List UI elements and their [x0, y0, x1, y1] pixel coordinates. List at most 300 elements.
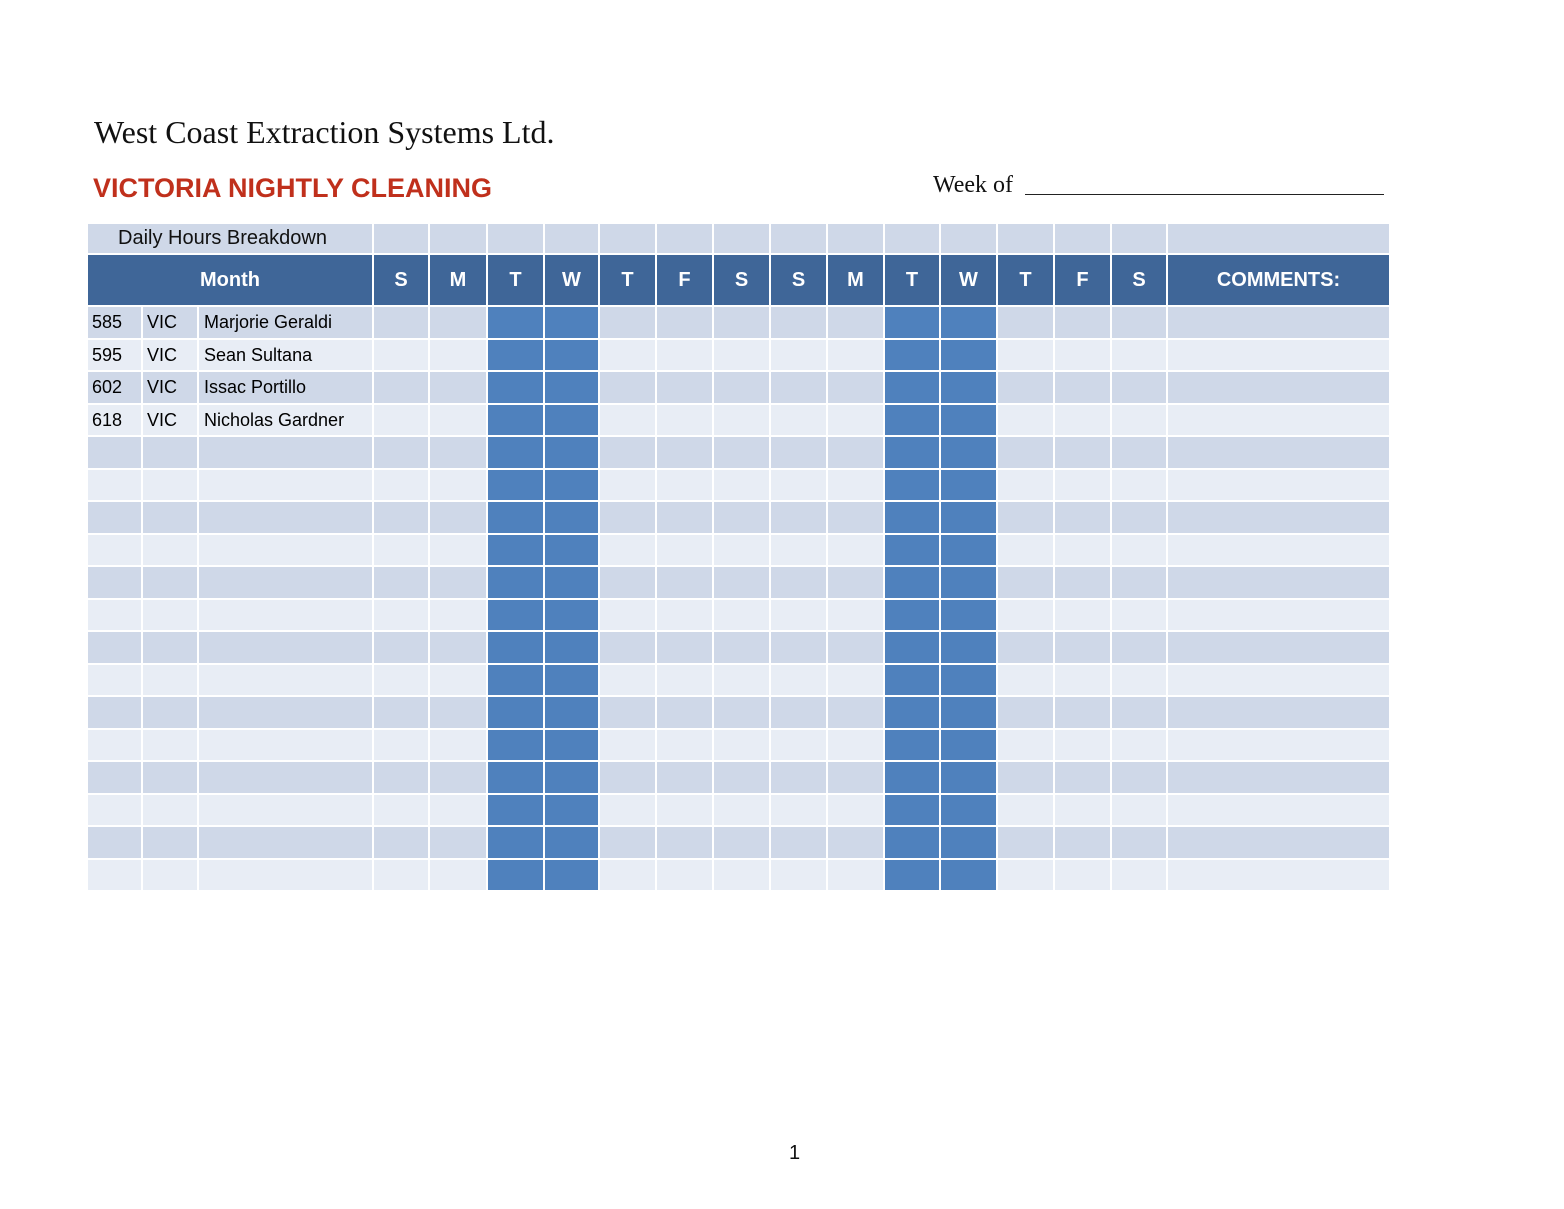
hours-cell[interactable]: [487, 794, 544, 826]
hours-cell[interactable]: [429, 599, 487, 631]
hours-cell[interactable]: [827, 404, 884, 436]
week-of-field[interactable]: [1025, 194, 1384, 195]
hours-cell[interactable]: [487, 566, 544, 599]
hours-cell[interactable]: [599, 826, 656, 859]
hours-cell[interactable]: [599, 599, 656, 631]
hours-cell[interactable]: [487, 469, 544, 501]
hours-cell[interactable]: [487, 404, 544, 436]
hours-cell[interactable]: [599, 371, 656, 404]
hours-cell[interactable]: [373, 664, 429, 696]
hours-cell[interactable]: [1054, 436, 1111, 469]
hours-cell[interactable]: [827, 469, 884, 501]
hours-cell[interactable]: [770, 696, 827, 729]
hours-cell[interactable]: [544, 729, 599, 761]
hours-cell[interactable]: [997, 306, 1054, 339]
hours-cell[interactable]: [1054, 534, 1111, 566]
employee-name-cell[interactable]: Marjorie Geraldi: [198, 306, 373, 339]
hours-cell[interactable]: [713, 339, 770, 371]
hours-cell[interactable]: [656, 761, 713, 794]
comments-cell[interactable]: [1167, 566, 1390, 599]
hours-cell[interactable]: [373, 371, 429, 404]
hours-cell[interactable]: [884, 306, 940, 339]
hours-cell[interactable]: [656, 371, 713, 404]
hours-cell[interactable]: [997, 794, 1054, 826]
branch-cell[interactable]: [142, 761, 198, 794]
hours-cell[interactable]: [827, 566, 884, 599]
hours-cell[interactable]: [940, 631, 997, 664]
employee-name-cell[interactable]: Issac Portillo: [198, 371, 373, 404]
hours-cell[interactable]: [487, 631, 544, 664]
hours-cell[interactable]: [1111, 794, 1167, 826]
employee-id-cell[interactable]: 618: [87, 404, 142, 436]
hours-cell[interactable]: [656, 826, 713, 859]
hours-cell[interactable]: [429, 436, 487, 469]
comments-cell[interactable]: [1167, 664, 1390, 696]
hours-cell[interactable]: [940, 859, 997, 891]
comments-cell[interactable]: [1167, 826, 1390, 859]
hours-cell[interactable]: [997, 599, 1054, 631]
employee-name-cell[interactable]: Sean Sultana: [198, 339, 373, 371]
hours-cell[interactable]: [544, 631, 599, 664]
branch-cell[interactable]: [142, 436, 198, 469]
hours-cell[interactable]: [656, 501, 713, 534]
hours-cell[interactable]: [1054, 826, 1111, 859]
hours-cell[interactable]: [544, 664, 599, 696]
hours-cell[interactable]: [827, 306, 884, 339]
hours-cell[interactable]: [544, 696, 599, 729]
hours-cell[interactable]: [599, 534, 656, 566]
hours-cell[interactable]: [997, 339, 1054, 371]
hours-cell[interactable]: [544, 404, 599, 436]
employee-id-cell[interactable]: [87, 696, 142, 729]
hours-cell[interactable]: [656, 436, 713, 469]
hours-cell[interactable]: [544, 794, 599, 826]
hours-cell[interactable]: [599, 664, 656, 696]
hours-cell[interactable]: [656, 469, 713, 501]
branch-cell[interactable]: VIC: [142, 306, 198, 339]
hours-cell[interactable]: [884, 729, 940, 761]
hours-cell[interactable]: [544, 306, 599, 339]
hours-cell[interactable]: [997, 404, 1054, 436]
hours-cell[interactable]: [940, 469, 997, 501]
hours-cell[interactable]: [827, 859, 884, 891]
hours-cell[interactable]: [544, 371, 599, 404]
branch-cell[interactable]: [142, 631, 198, 664]
hours-cell[interactable]: [997, 469, 1054, 501]
hours-cell[interactable]: [884, 339, 940, 371]
hours-cell[interactable]: [770, 859, 827, 891]
branch-cell[interactable]: [142, 794, 198, 826]
hours-cell[interactable]: [599, 859, 656, 891]
employee-name-cell[interactable]: Nicholas Gardner: [198, 404, 373, 436]
hours-cell[interactable]: [656, 729, 713, 761]
hours-cell[interactable]: [997, 859, 1054, 891]
hours-cell[interactable]: [1054, 631, 1111, 664]
hours-cell[interactable]: [827, 761, 884, 794]
hours-cell[interactable]: [827, 729, 884, 761]
comments-cell[interactable]: [1167, 696, 1390, 729]
hours-cell[interactable]: [487, 306, 544, 339]
hours-cell[interactable]: [884, 566, 940, 599]
hours-cell[interactable]: [544, 859, 599, 891]
hours-cell[interactable]: [827, 501, 884, 534]
hours-cell[interactable]: [1111, 566, 1167, 599]
hours-cell[interactable]: [373, 566, 429, 599]
hours-cell[interactable]: [827, 436, 884, 469]
hours-cell[interactable]: [940, 306, 997, 339]
hours-cell[interactable]: [373, 794, 429, 826]
hours-cell[interactable]: [373, 696, 429, 729]
hours-cell[interactable]: [940, 826, 997, 859]
hours-cell[interactable]: [599, 501, 656, 534]
hours-cell[interactable]: [940, 404, 997, 436]
hours-cell[interactable]: [429, 826, 487, 859]
hours-cell[interactable]: [997, 566, 1054, 599]
employee-id-cell[interactable]: [87, 729, 142, 761]
hours-cell[interactable]: [884, 534, 940, 566]
hours-cell[interactable]: [599, 729, 656, 761]
hours-cell[interactable]: [599, 436, 656, 469]
comments-cell[interactable]: [1167, 436, 1390, 469]
hours-cell[interactable]: [713, 501, 770, 534]
hours-cell[interactable]: [713, 696, 770, 729]
comments-cell[interactable]: [1167, 404, 1390, 436]
hours-cell[interactable]: [770, 306, 827, 339]
employee-id-cell[interactable]: [87, 436, 142, 469]
hours-cell[interactable]: [429, 501, 487, 534]
hours-cell[interactable]: [1111, 501, 1167, 534]
hours-cell[interactable]: [827, 696, 884, 729]
hours-cell[interactable]: [429, 534, 487, 566]
hours-cell[interactable]: [770, 826, 827, 859]
hours-cell[interactable]: [1111, 404, 1167, 436]
hours-cell[interactable]: [770, 599, 827, 631]
hours-cell[interactable]: [940, 599, 997, 631]
hours-cell[interactable]: [599, 469, 656, 501]
hours-cell[interactable]: [1054, 339, 1111, 371]
hours-cell[interactable]: [599, 696, 656, 729]
branch-cell[interactable]: VIC: [142, 404, 198, 436]
branch-cell[interactable]: [142, 469, 198, 501]
hours-cell[interactable]: [940, 729, 997, 761]
branch-cell[interactable]: [142, 599, 198, 631]
hours-cell[interactable]: [544, 469, 599, 501]
hours-cell[interactable]: [1054, 404, 1111, 436]
comments-cell[interactable]: [1167, 631, 1390, 664]
hours-cell[interactable]: [429, 404, 487, 436]
hours-cell[interactable]: [1054, 306, 1111, 339]
hours-cell[interactable]: [770, 469, 827, 501]
employee-name-cell[interactable]: [198, 534, 373, 566]
hours-cell[interactable]: [713, 826, 770, 859]
hours-cell[interactable]: [1054, 599, 1111, 631]
hours-cell[interactable]: [373, 404, 429, 436]
hours-cell[interactable]: [997, 534, 1054, 566]
hours-cell[interactable]: [487, 859, 544, 891]
hours-cell[interactable]: [770, 339, 827, 371]
branch-cell[interactable]: [142, 696, 198, 729]
hours-cell[interactable]: [713, 534, 770, 566]
hours-cell[interactable]: [770, 729, 827, 761]
hours-cell[interactable]: [940, 436, 997, 469]
hours-cell[interactable]: [940, 339, 997, 371]
employee-name-cell[interactable]: [198, 729, 373, 761]
comments-cell[interactable]: [1167, 794, 1390, 826]
hours-cell[interactable]: [429, 631, 487, 664]
hours-cell[interactable]: [656, 599, 713, 631]
hours-cell[interactable]: [599, 339, 656, 371]
employee-name-cell[interactable]: [198, 599, 373, 631]
employee-name-cell[interactable]: [198, 859, 373, 891]
hours-cell[interactable]: [599, 761, 656, 794]
hours-cell[interactable]: [1054, 794, 1111, 826]
hours-cell[interactable]: [997, 664, 1054, 696]
hours-cell[interactable]: [599, 794, 656, 826]
hours-cell[interactable]: [770, 404, 827, 436]
comments-cell[interactable]: [1167, 469, 1390, 501]
hours-cell[interactable]: [713, 469, 770, 501]
hours-cell[interactable]: [827, 826, 884, 859]
hours-cell[interactable]: [713, 794, 770, 826]
hours-cell[interactable]: [544, 599, 599, 631]
hours-cell[interactable]: [373, 729, 429, 761]
hours-cell[interactable]: [940, 371, 997, 404]
employee-id-cell[interactable]: [87, 631, 142, 664]
hours-cell[interactable]: [1054, 664, 1111, 696]
hours-cell[interactable]: [373, 306, 429, 339]
hours-cell[interactable]: [373, 469, 429, 501]
comments-cell[interactable]: [1167, 534, 1390, 566]
hours-cell[interactable]: [429, 306, 487, 339]
hours-cell[interactable]: [827, 794, 884, 826]
employee-id-cell[interactable]: [87, 534, 142, 566]
employee-id-cell[interactable]: [87, 664, 142, 696]
hours-cell[interactable]: [770, 761, 827, 794]
hours-cell[interactable]: [884, 436, 940, 469]
hours-cell[interactable]: [713, 631, 770, 664]
comments-cell[interactable]: [1167, 599, 1390, 631]
hours-cell[interactable]: [1054, 371, 1111, 404]
branch-cell[interactable]: VIC: [142, 339, 198, 371]
hours-cell[interactable]: [429, 729, 487, 761]
hours-cell[interactable]: [544, 339, 599, 371]
hours-cell[interactable]: [770, 371, 827, 404]
hours-cell[interactable]: [997, 826, 1054, 859]
hours-cell[interactable]: [940, 501, 997, 534]
hours-cell[interactable]: [997, 729, 1054, 761]
hours-cell[interactable]: [940, 664, 997, 696]
hours-cell[interactable]: [599, 404, 656, 436]
comments-cell[interactable]: [1167, 339, 1390, 371]
hours-cell[interactable]: [373, 501, 429, 534]
hours-cell[interactable]: [713, 436, 770, 469]
hours-cell[interactable]: [599, 566, 656, 599]
employee-name-cell[interactable]: [198, 826, 373, 859]
hours-cell[interactable]: [429, 371, 487, 404]
hours-cell[interactable]: [429, 859, 487, 891]
hours-cell[interactable]: [713, 761, 770, 794]
hours-cell[interactable]: [1111, 761, 1167, 794]
hours-cell[interactable]: [1054, 469, 1111, 501]
employee-id-cell[interactable]: [87, 566, 142, 599]
hours-cell[interactable]: [884, 794, 940, 826]
hours-cell[interactable]: [713, 306, 770, 339]
comments-cell[interactable]: [1167, 501, 1390, 534]
hours-cell[interactable]: [487, 729, 544, 761]
hours-cell[interactable]: [656, 696, 713, 729]
hours-cell[interactable]: [1111, 729, 1167, 761]
hours-cell[interactable]: [544, 534, 599, 566]
hours-cell[interactable]: [770, 501, 827, 534]
hours-cell[interactable]: [656, 566, 713, 599]
hours-cell[interactable]: [487, 436, 544, 469]
hours-cell[interactable]: [429, 696, 487, 729]
employee-id-cell[interactable]: [87, 826, 142, 859]
hours-cell[interactable]: [429, 761, 487, 794]
hours-cell[interactable]: [1111, 371, 1167, 404]
comments-cell[interactable]: [1167, 371, 1390, 404]
hours-cell[interactable]: [544, 501, 599, 534]
hours-cell[interactable]: [884, 631, 940, 664]
hours-cell[interactable]: [940, 761, 997, 794]
employee-id-cell[interactable]: [87, 599, 142, 631]
hours-cell[interactable]: [373, 631, 429, 664]
hours-cell[interactable]: [1111, 826, 1167, 859]
employee-name-cell[interactable]: [198, 469, 373, 501]
hours-cell[interactable]: [884, 469, 940, 501]
hours-cell[interactable]: [656, 339, 713, 371]
hours-cell[interactable]: [1054, 501, 1111, 534]
hours-cell[interactable]: [884, 761, 940, 794]
comments-cell[interactable]: [1167, 859, 1390, 891]
hours-cell[interactable]: [487, 664, 544, 696]
hours-cell[interactable]: [544, 566, 599, 599]
hours-cell[interactable]: [656, 631, 713, 664]
hours-cell[interactable]: [713, 566, 770, 599]
hours-cell[interactable]: [770, 436, 827, 469]
hours-cell[interactable]: [827, 339, 884, 371]
hours-cell[interactable]: [713, 859, 770, 891]
hours-cell[interactable]: [827, 534, 884, 566]
hours-cell[interactable]: [827, 371, 884, 404]
branch-cell[interactable]: [142, 826, 198, 859]
employee-name-cell[interactable]: [198, 631, 373, 664]
hours-cell[interactable]: [997, 696, 1054, 729]
hours-cell[interactable]: [373, 859, 429, 891]
hours-cell[interactable]: [1111, 469, 1167, 501]
hours-cell[interactable]: [373, 826, 429, 859]
hours-cell[interactable]: [656, 534, 713, 566]
hours-cell[interactable]: [487, 371, 544, 404]
employee-name-cell[interactable]: [198, 501, 373, 534]
comments-cell[interactable]: [1167, 729, 1390, 761]
employee-name-cell[interactable]: [198, 436, 373, 469]
employee-id-cell[interactable]: [87, 859, 142, 891]
employee-name-cell[interactable]: [198, 664, 373, 696]
hours-cell[interactable]: [429, 664, 487, 696]
hours-cell[interactable]: [884, 664, 940, 696]
hours-cell[interactable]: [487, 761, 544, 794]
hours-cell[interactable]: [713, 729, 770, 761]
hours-cell[interactable]: [429, 469, 487, 501]
hours-cell[interactable]: [656, 859, 713, 891]
hours-cell[interactable]: [487, 826, 544, 859]
hours-cell[interactable]: [487, 339, 544, 371]
hours-cell[interactable]: [373, 339, 429, 371]
hours-cell[interactable]: [1111, 631, 1167, 664]
hours-cell[interactable]: [429, 339, 487, 371]
hours-cell[interactable]: [656, 664, 713, 696]
hours-cell[interactable]: [487, 501, 544, 534]
hours-cell[interactable]: [599, 306, 656, 339]
hours-cell[interactable]: [656, 404, 713, 436]
hours-cell[interactable]: [827, 664, 884, 696]
employee-name-cell[interactable]: [198, 794, 373, 826]
employee-name-cell[interactable]: [198, 566, 373, 599]
hours-cell[interactable]: [713, 664, 770, 696]
employee-id-cell[interactable]: 585: [87, 306, 142, 339]
comments-cell[interactable]: [1167, 761, 1390, 794]
hours-cell[interactable]: [940, 794, 997, 826]
hours-cell[interactable]: [770, 631, 827, 664]
hours-cell[interactable]: [1111, 599, 1167, 631]
employee-id-cell[interactable]: [87, 469, 142, 501]
hours-cell[interactable]: [544, 761, 599, 794]
hours-cell[interactable]: [884, 859, 940, 891]
branch-cell[interactable]: [142, 729, 198, 761]
hours-cell[interactable]: [1054, 729, 1111, 761]
hours-cell[interactable]: [656, 794, 713, 826]
branch-cell[interactable]: [142, 501, 198, 534]
employee-id-cell[interactable]: 602: [87, 371, 142, 404]
employee-name-cell[interactable]: [198, 696, 373, 729]
hours-cell[interactable]: [997, 371, 1054, 404]
hours-cell[interactable]: [487, 534, 544, 566]
hours-cell[interactable]: [884, 371, 940, 404]
hours-cell[interactable]: [487, 599, 544, 631]
hours-cell[interactable]: [1054, 859, 1111, 891]
hours-cell[interactable]: [656, 306, 713, 339]
hours-cell[interactable]: [770, 794, 827, 826]
hours-cell[interactable]: [1111, 664, 1167, 696]
hours-cell[interactable]: [713, 404, 770, 436]
hours-cell[interactable]: [1111, 696, 1167, 729]
hours-cell[interactable]: [940, 534, 997, 566]
hours-cell[interactable]: [770, 566, 827, 599]
hours-cell[interactable]: [544, 436, 599, 469]
hours-cell[interactable]: [884, 826, 940, 859]
hours-cell[interactable]: [429, 566, 487, 599]
branch-cell[interactable]: [142, 566, 198, 599]
hours-cell[interactable]: [884, 501, 940, 534]
comments-cell[interactable]: [1167, 306, 1390, 339]
branch-cell[interactable]: [142, 534, 198, 566]
hours-cell[interactable]: [940, 696, 997, 729]
hours-cell[interactable]: [373, 599, 429, 631]
hours-cell[interactable]: [1111, 534, 1167, 566]
hours-cell[interactable]: [827, 631, 884, 664]
hours-cell[interactable]: [713, 371, 770, 404]
hours-cell[interactable]: [544, 826, 599, 859]
hours-cell[interactable]: [997, 501, 1054, 534]
hours-cell[interactable]: [940, 566, 997, 599]
hours-cell[interactable]: [884, 599, 940, 631]
branch-cell[interactable]: [142, 859, 198, 891]
hours-cell[interactable]: [770, 664, 827, 696]
hours-cell[interactable]: [373, 534, 429, 566]
hours-cell[interactable]: [713, 599, 770, 631]
hours-cell[interactable]: [373, 436, 429, 469]
